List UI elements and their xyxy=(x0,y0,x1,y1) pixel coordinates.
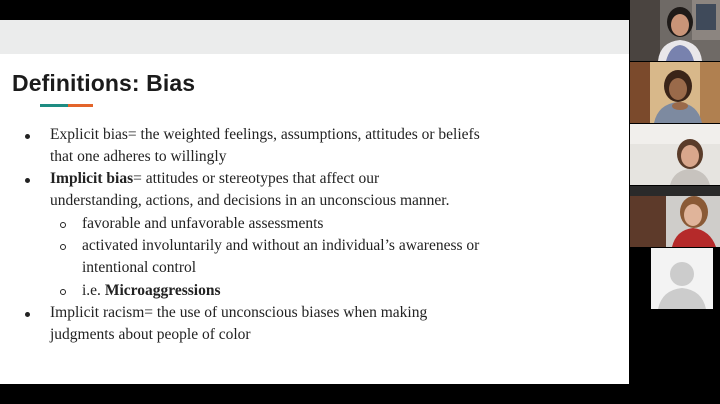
participant-video xyxy=(630,124,720,185)
bullet-implicit-bias-line2: understanding, actions, and decisions in an unconscious manner. xyxy=(50,192,450,209)
participant-tile-4[interactable] xyxy=(630,186,720,247)
sub-bullet-ring xyxy=(60,244,66,250)
implicit-bias-term: Implicit bias xyxy=(50,170,134,187)
avatar-placeholder-icon xyxy=(630,248,720,309)
ie-prefix: i.e. xyxy=(82,282,101,299)
participant-video xyxy=(630,186,720,247)
slide-title: Definitions: Bias xyxy=(12,70,196,96)
sub-bullet-assessments: favorable and unfavorable assessments xyxy=(82,215,324,232)
shared-slide xyxy=(0,20,629,384)
sub-bullet-microaggressions xyxy=(82,280,220,302)
bullet-explicit-bias-line2: that one adheres to willingly xyxy=(50,148,227,165)
bullet-explicit-bias-line1: Explicit bias= the weighted feelings, assumptions, attitudes or beliefs xyxy=(50,126,480,143)
participant-tile-5[interactable] xyxy=(630,248,720,309)
accent-bar-orange xyxy=(68,104,93,107)
bullet-dot xyxy=(25,134,30,139)
microaggressions-term: Microaggressions xyxy=(104,282,221,299)
bullet-implicit-bias-line1 xyxy=(50,168,379,190)
slide-header-band xyxy=(0,20,629,54)
bullet-implicit-racism-line1: Implicit racism= the use of unconscious biases when making xyxy=(50,304,428,321)
participant-video xyxy=(630,0,720,61)
sub-bullet-ring xyxy=(60,289,66,295)
participant-tile-2[interactable] xyxy=(630,62,720,123)
participant-tile-1[interactable] xyxy=(630,0,720,61)
participant-video xyxy=(630,62,720,123)
accent-bar-teal xyxy=(40,104,68,107)
bullet-implicit-racism-line2: judgments about people of color xyxy=(50,326,251,343)
participant-tile-3[interactable] xyxy=(630,124,720,185)
implicit-bias-definition: = attitudes or stereotypes that affect our xyxy=(133,170,380,187)
bullet-dot xyxy=(25,312,30,317)
sub-bullet-involuntary-line1: activated involuntarily and without an individual’s awareness or xyxy=(82,237,480,254)
sub-bullet-ring xyxy=(60,222,66,228)
sub-bullet-involuntary-line2: intentional control xyxy=(82,259,197,276)
bullet-dot xyxy=(25,178,30,183)
